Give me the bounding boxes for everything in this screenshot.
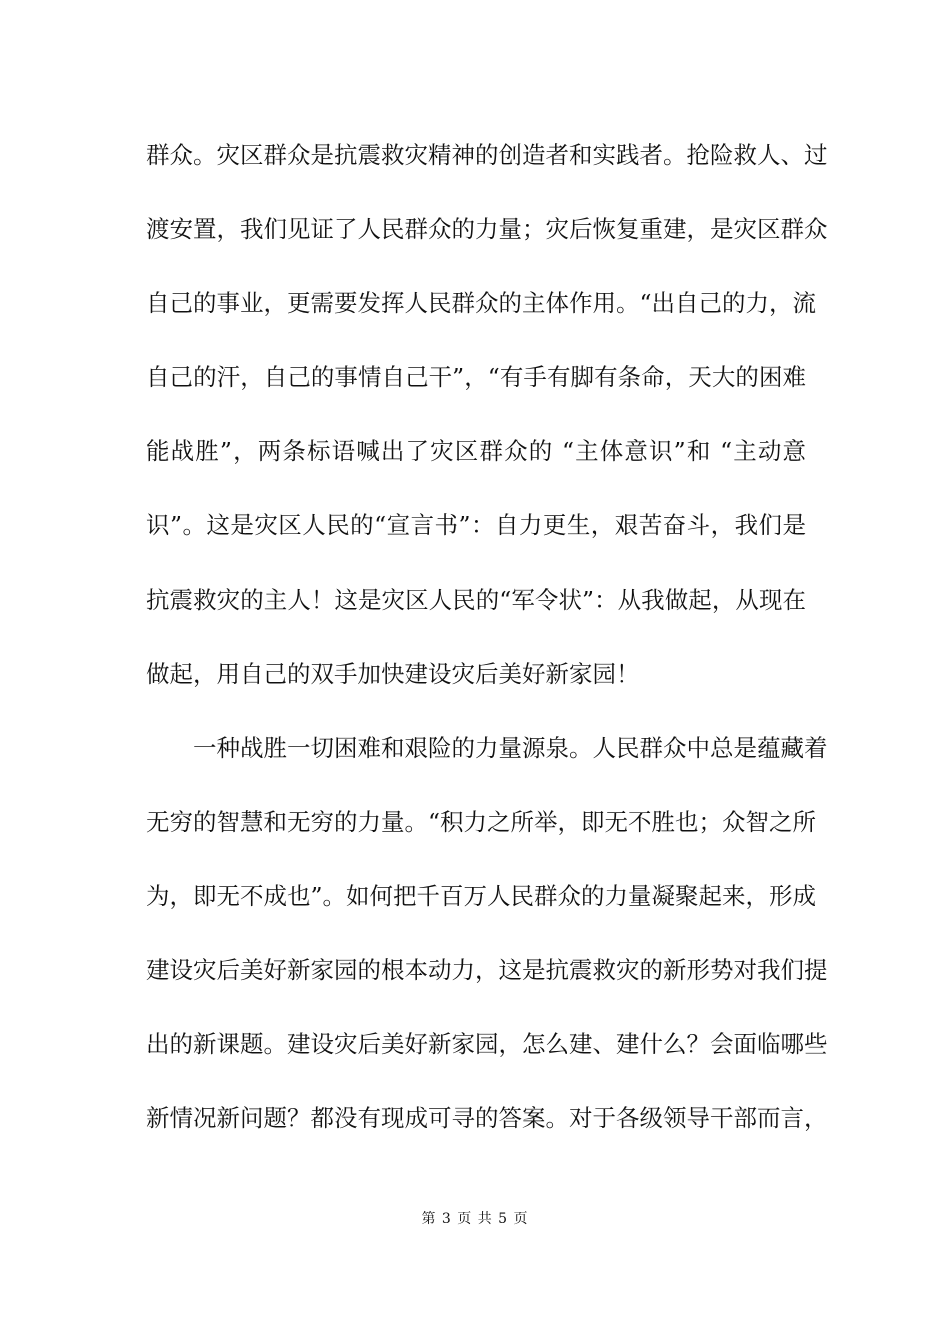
page-number-footer: 第 3 页 共 5 页 (421, 1211, 529, 1227)
text-line: 为，即无不成也”。如何把千百万人民群众的力量凝聚起来，形成 (146, 881, 817, 910)
text-line: 建设灾后美好新家园的根本动力，这是抗震救灾的新形势对我们提 (146, 956, 828, 985)
text-line: 做起，用自己的双手加快建设灾后美好新家园！ (146, 659, 640, 688)
paragraph-1 (146, 135, 828, 728)
text-line: 识”。这是灾区人民的“宣言书”：自力更生，艰苦奋斗，我们是 (146, 511, 806, 540)
paragraph-2 (146, 728, 828, 1173)
text-line: 无穷的智慧和无穷的力量。“积力之所举，即无不胜也；众智之所 (146, 807, 817, 836)
text-line: 渡安置，我们见证了人民群众的力量；灾后恢复重建，是灾区群众 (146, 215, 828, 244)
text-line: 抗震救灾的主人！这是灾区人民的“军令状”：从我做起，从现在 (146, 585, 806, 614)
text-line: 自己的事业，更需要发挥人民群众的主体作用。“出自己的力，流 (146, 289, 817, 318)
text-line: 新情况新问题？都没有现成可寻的答案。对于各级领导干部而言， (146, 1104, 828, 1133)
text-line: 一种战胜一切困难和艰险的力量源泉。人民群众中总是蕴藏着 (193, 733, 828, 762)
text-line: 自己的汗，自己的事情自己干”，“有手有脚有条命，天大的困难 (146, 363, 806, 392)
document-body (146, 135, 828, 1172)
text-line: 群众。灾区群众是抗震救灾精神的创造者和实践者。抢险救人、过 (146, 141, 828, 169)
text-line: 能战胜”，两条标语喊出了灾区群众的 “主体意识”和 “主动意 (146, 437, 806, 466)
text-line: 出的新课题。建设灾后美好新家园，怎么建、建什么？会面临哪些 (146, 1030, 828, 1059)
